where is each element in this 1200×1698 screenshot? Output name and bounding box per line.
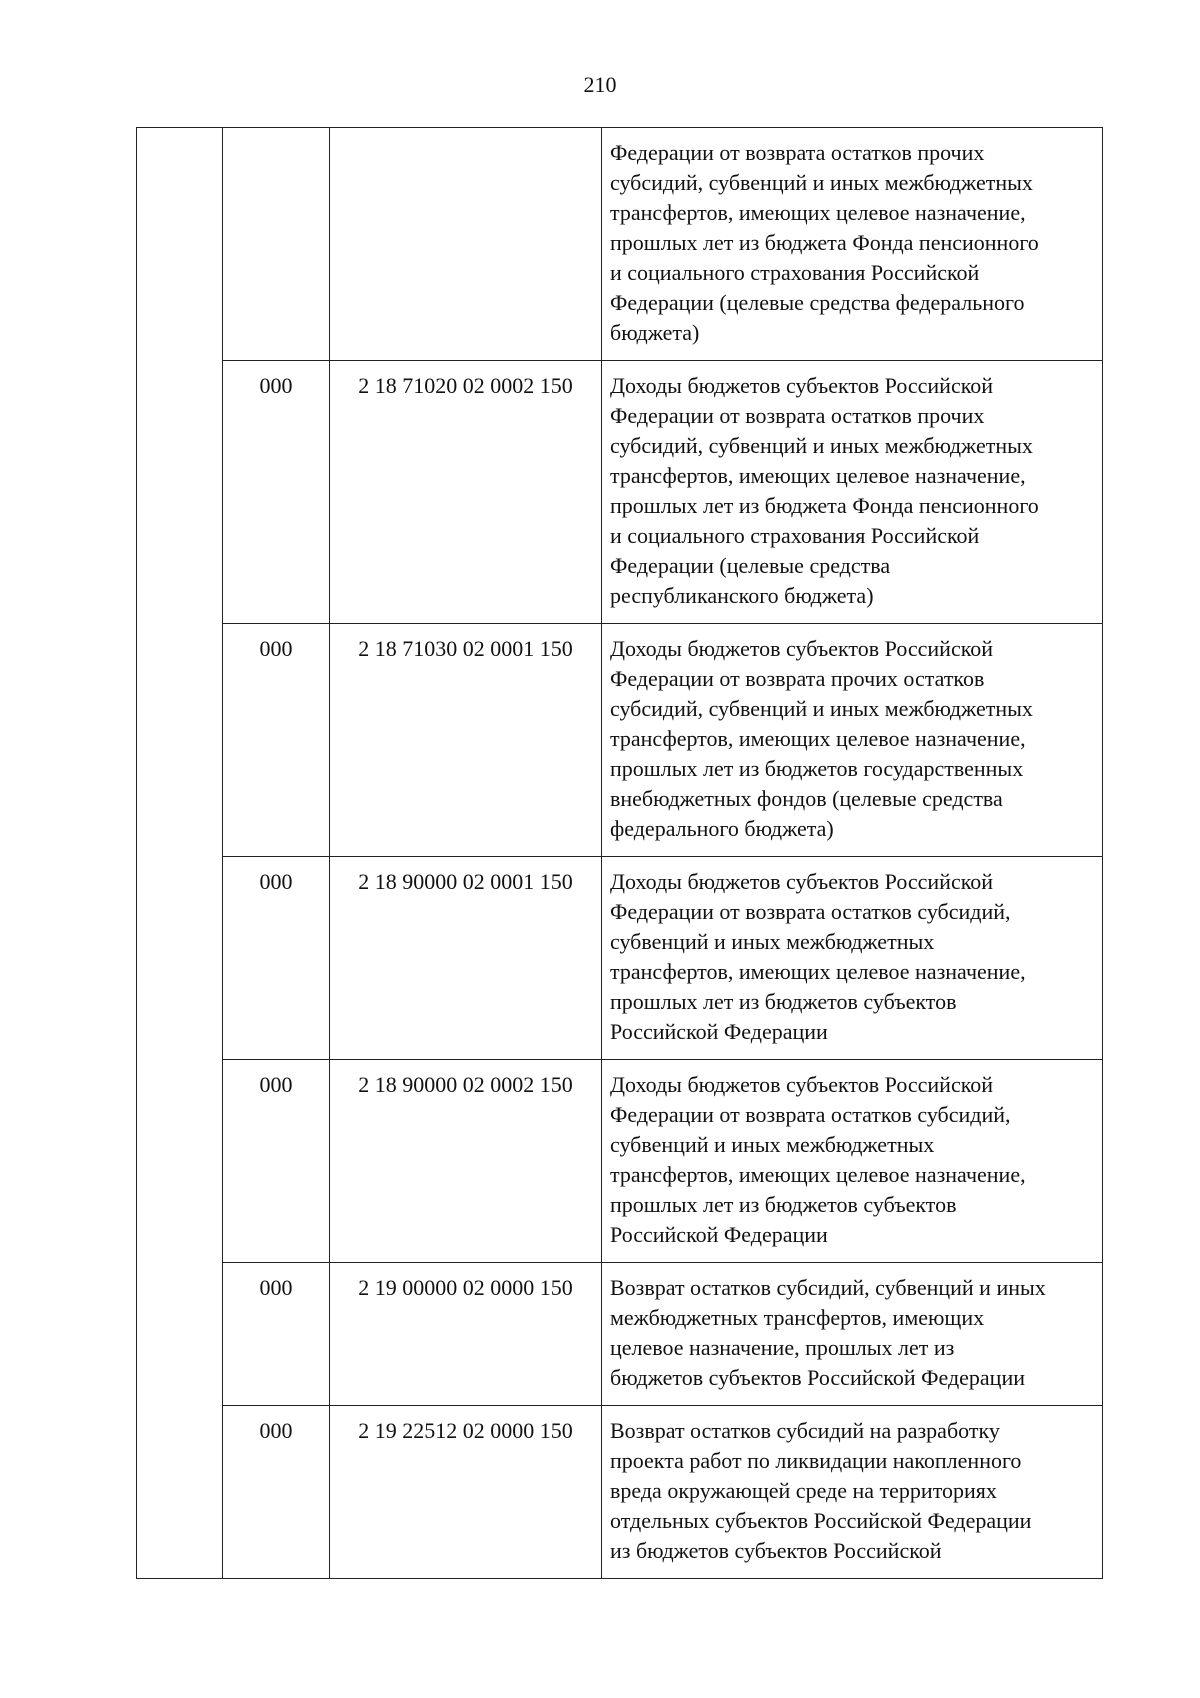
description-line: и социального страхования Российской	[610, 523, 980, 548]
description-line: Российской Федерации	[610, 1019, 828, 1044]
description-line: Возврат остатков субсидий, субвенций и иных	[610, 1275, 1046, 1300]
description-line: субвенций и иных межбюджетных	[610, 1132, 935, 1157]
description-line: межбюджетных трансфертов, имеющих	[610, 1305, 985, 1330]
table-row	[137, 128, 1103, 361]
admin-code-cell: 000	[223, 1060, 330, 1263]
description-line: Федерации от возврата прочих остатков	[610, 666, 985, 691]
description-line: внебюджетных фондов (целевые средства	[610, 786, 1003, 811]
description-line: федерального бюджета)	[610, 816, 834, 841]
table-row	[137, 624, 1103, 857]
description-line: трансфертов, имеющих целевое назначение,	[610, 1162, 1026, 1187]
description-cell	[602, 128, 1103, 361]
budget-code-cell: 2 19 22512 02 0000 150	[330, 1406, 602, 1579]
description-line: Российской Федерации	[610, 1222, 828, 1247]
description-line: Федерации от возврата остатков субсидий,	[610, 899, 1011, 924]
admin-code-cell: 000	[223, 1406, 330, 1579]
table-row	[137, 1263, 1103, 1406]
page-number: 210	[583, 72, 617, 97]
table-row	[137, 361, 1103, 624]
description-line: трансфертов, имеющих целевое назначение,	[610, 959, 1026, 984]
description-line: прошлых лет из бюджета Фонда пенсионного	[610, 493, 1039, 518]
budget-code-cell: 2 18 90000 02 0002 150	[330, 1060, 602, 1263]
budget-code-cell: 2 18 71030 02 0001 150	[330, 624, 602, 857]
description-line: бюджетов субъектов Российской Федерации	[610, 1365, 1025, 1390]
admin-code-cell: 000	[223, 361, 330, 624]
description-cell	[602, 361, 1103, 624]
description-line: Доходы бюджетов субъектов Российской	[610, 1072, 994, 1097]
description-line: Возврат остатков субсидий на разработку	[610, 1418, 1000, 1443]
description-cell	[602, 624, 1103, 857]
description-line: прошлых лет из бюджетов субъектов	[610, 989, 957, 1014]
admin-code-cell: 000	[223, 1263, 330, 1406]
table-row	[137, 1060, 1103, 1263]
description-line: бюджета)	[610, 320, 700, 345]
description-line: Доходы бюджетов субъектов Российской	[610, 636, 994, 661]
description-line: из бюджетов субъектов Российской	[610, 1538, 942, 1563]
description-line: прошлых лет из бюджетов государственных	[610, 756, 1024, 781]
description-line: трансфертов, имеющих целевое назначение,	[610, 463, 1026, 488]
description-line: субсидий, субвенций и иных межбюджетных	[610, 170, 1033, 195]
description-line: трансфертов, имеющих целевое назначение,	[610, 200, 1026, 225]
budget-code-cell: 2 18 71020 02 0002 150	[330, 361, 602, 624]
description-line: Федерации (целевые средства	[610, 553, 891, 578]
description-line: вреда окружающей среде на территориях	[610, 1478, 997, 1503]
admin-code-cell: 000	[223, 624, 330, 857]
description-cell	[602, 1263, 1103, 1406]
description-line: Федерации (целевые средства федерального	[610, 290, 1025, 315]
budget-code-cell: 2 18 90000 02 0001 150	[330, 857, 602, 1060]
description-line: трансфертов, имеющих целевое назначение,	[610, 726, 1026, 751]
description-line: республиканского бюджета)	[610, 583, 874, 608]
description-line: субвенций и иных межбюджетных	[610, 929, 935, 954]
description-line: проекта работ по ликвидации накопленного	[610, 1448, 1022, 1473]
description-line: Доходы бюджетов субъектов Российской	[610, 869, 994, 894]
description-line: и социального страхования Российской	[610, 260, 980, 285]
description-line: прошлых лет из бюджета Фонда пенсионного	[610, 230, 1039, 255]
description-line: целевое назначение, прошлых лет из	[610, 1335, 955, 1360]
description-line: отдельных субъектов Российской Федерации	[610, 1508, 1032, 1533]
description-line: Федерации от возврата остатков прочих	[610, 140, 985, 165]
table-row	[137, 1406, 1103, 1579]
table-row	[137, 857, 1103, 1060]
description-cell	[602, 1060, 1103, 1263]
admin-code-cell: 000	[223, 857, 330, 1060]
budget-code-cell	[330, 128, 602, 361]
description-line: прошлых лет из бюджетов субъектов	[610, 1192, 957, 1217]
table-body	[137, 128, 1103, 1579]
admin-code-cell	[223, 128, 330, 361]
description-line: Федерации от возврата остатков субсидий,	[610, 1102, 1011, 1127]
description-line: Федерации от возврата остатков прочих	[610, 403, 985, 428]
description-line: субсидий, субвенций и иных межбюджетных	[610, 433, 1033, 458]
description-line: субсидий, субвенций и иных межбюджетных	[610, 696, 1033, 721]
description-cell	[602, 1406, 1103, 1579]
budget-codes-table	[136, 127, 1103, 1579]
index-cell	[137, 128, 223, 1579]
budget-code-cell: 2 19 00000 02 0000 150	[330, 1263, 602, 1406]
description-line: Доходы бюджетов субъектов Российской	[610, 373, 994, 398]
description-cell	[602, 857, 1103, 1060]
